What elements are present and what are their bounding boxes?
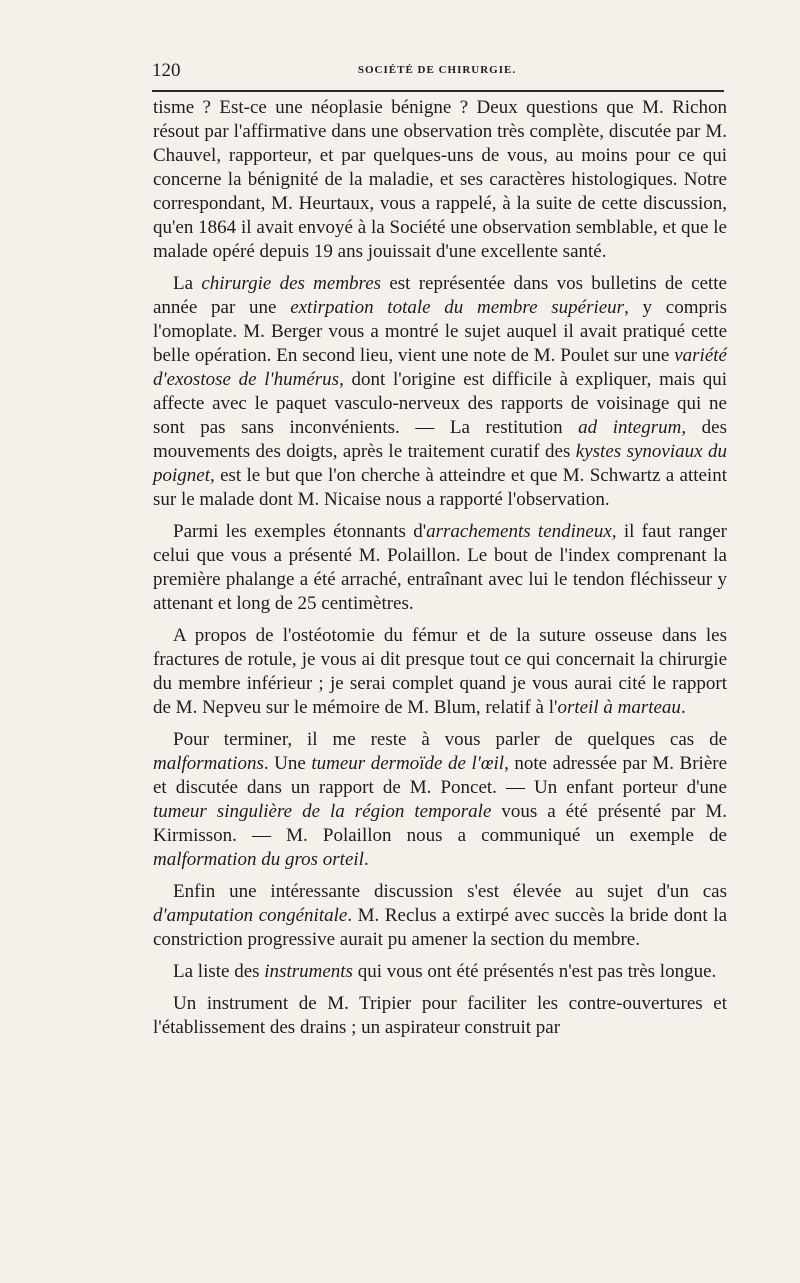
page-header xyxy=(152,60,722,84)
paragraph xyxy=(153,728,727,872)
text-run: Parmi les exemples étonnants d' xyxy=(173,521,427,542)
paragraph xyxy=(153,880,727,952)
text-run: , des mouvements des doigts, après le traitement curatif des xyxy=(153,417,728,462)
paragraph xyxy=(153,992,727,1040)
paragraph xyxy=(153,96,727,264)
text-run: . xyxy=(680,697,686,718)
italic-run: malformations xyxy=(153,753,264,774)
italic-run: variété d'exostose de l'humérus xyxy=(153,345,727,390)
italic-run: kystes synoviaux du poignet xyxy=(153,441,727,486)
text-run: A propos de l'ostéotomie du fémur et de la suture osseuse dans les fractures de rotule, je vous ai dit presque tout ce qui concernait la chirurgie du membre inférieur ; je serai complet quand je vous aurai cité le rapport de M. Nepveu sur le mémoire de M. Blum, relatif à l' xyxy=(153,625,727,718)
paragraph xyxy=(153,272,727,512)
page-number: 120 xyxy=(152,60,181,81)
text-run: . xyxy=(363,849,369,870)
italic-run: malformation du gros orteil xyxy=(153,849,364,870)
text-run: tisme ? Est-ce une néoplasie bénigne ? Deux questions que M. Richon résout par l'affirmative dans une observation très complète, discutée par M. Chauvel, rapporteur, et par quelques-uns de vous, au moins pour ce qui concerne la bénignité de la maladie, et ses caractères histologiques. Notre correspondant, M. Heurtaux, vous a rappelé, à la suite de cette discussion, qu'en 1864 il avait envoyé à la Société une observation semblable, et que le malade opéré depuis 19 ans jouissait d'une excellente santé. xyxy=(153,97,727,262)
text-run: Un instrument de M. Tripier pour faciliter les contre-ouvertures et l'établissement des drains ; un aspirateur construit par xyxy=(153,993,727,1038)
italic-run: tumeur singulière de la région temporale xyxy=(153,801,492,822)
text-run: Enfin une intéressante discussion s'est élevée au sujet d'un cas xyxy=(173,881,727,902)
italic-run: instruments xyxy=(264,961,353,982)
text-run: , il faut ranger celui que vous a présenté M. Polaillon. Le bout de l'index comprenant la première phalange a été arraché, entraînant avec lui le tendon fléchisseur y attenant et long de 25 centimètres. xyxy=(153,521,728,614)
text-run: , y compris l'omoplate. M. Berger vous a montré le sujet auquel il avait pratiqué cette belle opération. En second lieu, vient une note de M. Poulet sur une xyxy=(153,297,727,366)
text-run: La liste des xyxy=(173,961,265,982)
text-run: , dont l'origine est difficile à expliquer, mais qui affecte avec le paquet vasculo-nerveux des rapports de voisinage qui ne sont pas sans inconvénients. — La restitution xyxy=(153,369,727,438)
text-run: , note adressée par M. Brière et discutée dans un rapport de M. Poncet. — Un enfant porteur d'une xyxy=(153,753,728,798)
paragraph xyxy=(153,960,727,984)
paragraph xyxy=(153,520,727,616)
italic-run: extirpation totale du membre supérieur xyxy=(290,297,625,318)
text-run: vous a été présenté par M. Kirmisson. — M. Polaillon nous a communiqué un exemple de xyxy=(153,801,727,846)
text-run: . M. Reclus a extirpé avec succès la bride dont la constriction progressive aurait pu amener la section du membre. xyxy=(153,905,728,950)
paragraph xyxy=(153,624,727,720)
italic-run: chirurgie des membres xyxy=(201,273,382,294)
text-run: , est le but que l'on cherche à atteindre et que M. Schwartz a atteint sur le malade dont M. Nicaise nous a rapporté l'observation. xyxy=(153,465,727,510)
italic-run: orteil à marteau xyxy=(557,697,681,718)
running-title: SOCIÉTÉ DE CHIRURGIE. xyxy=(357,64,517,76)
text-run: Pour terminer, il me reste à vous parler de quelques cas de xyxy=(173,729,727,750)
body-text xyxy=(153,96,727,1048)
text-run: . Une xyxy=(263,753,312,774)
text-run: qui vous ont été présentés n'est pas très longue. xyxy=(352,961,717,982)
italic-run: ad integrum xyxy=(578,417,682,438)
italic-run: tumeur dermoïde de l'œil xyxy=(311,753,505,774)
italic-run: d'amputation congénitale xyxy=(153,905,348,926)
text-run: La xyxy=(173,273,202,294)
header-rule xyxy=(152,90,724,92)
text-run: est représentée dans vos bulletins de cette année par une xyxy=(153,273,727,318)
italic-run: arrachements tendineux xyxy=(426,521,612,542)
